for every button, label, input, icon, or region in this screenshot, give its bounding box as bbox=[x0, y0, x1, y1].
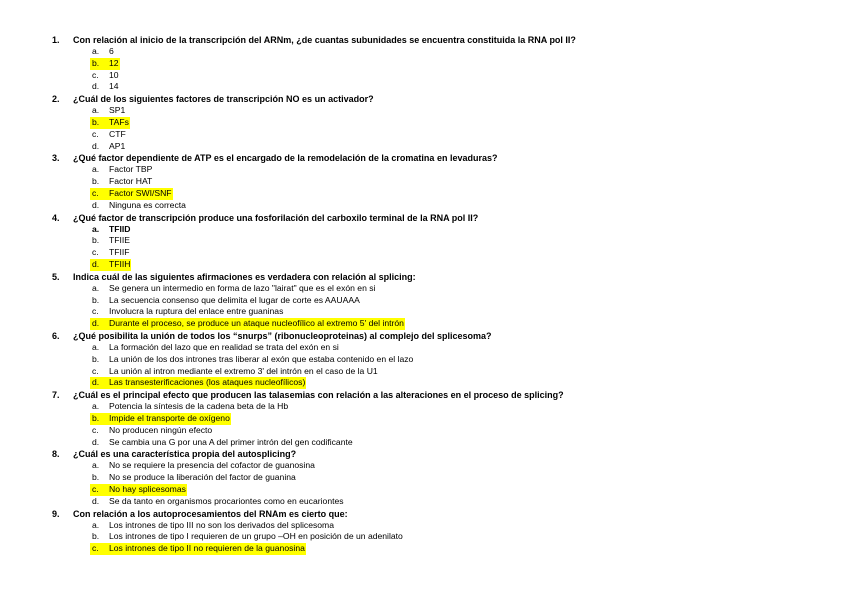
option-text: TAFs bbox=[109, 116, 129, 127]
option-text: Potencia la síntesis de la cadena beta de la Hb bbox=[109, 401, 289, 412]
question-text: Con relación a los autoprocesamientos del RNAm es cierto que: bbox=[73, 508, 348, 519]
option-row bbox=[0, 81, 848, 93]
question-line bbox=[0, 271, 848, 283]
question-9 bbox=[0, 508, 848, 555]
option-letter: c. bbox=[90, 543, 109, 555]
option-row bbox=[0, 224, 848, 236]
question-7 bbox=[0, 389, 848, 448]
question-number: 6. bbox=[52, 330, 60, 341]
question-text: ¿Qué posibilita la unión de todos los “snurps” (ribonucleoproteinas) al complejo del splicesoma? bbox=[73, 330, 492, 341]
option-letter: d. bbox=[92, 436, 100, 447]
option-text: No se requiere la presencia del cofactor de guanosina bbox=[109, 460, 315, 471]
question-number: 1. bbox=[52, 35, 60, 45]
option-row-highlighted bbox=[0, 318, 848, 330]
option-list bbox=[0, 164, 848, 211]
option-letter: b. bbox=[92, 176, 100, 187]
question-text: ¿Qué factor dependiente de ATP es el encargado de la remodelación de la cromatina en levaduras? bbox=[73, 153, 498, 164]
option-text: TFIIH bbox=[109, 258, 131, 269]
question-2 bbox=[0, 93, 848, 152]
option-text: Involucra la ruptura del enlace entre guaninas bbox=[109, 306, 284, 317]
question-line bbox=[0, 34, 848, 46]
option-text: Durante el proceso, se produce un ataque nucleofílico al extremo 5' del intrón bbox=[109, 318, 404, 329]
option-letter: a. bbox=[92, 401, 100, 412]
question-number: 7. bbox=[52, 390, 60, 401]
option-letter: c. bbox=[92, 69, 99, 80]
option-letter: c. bbox=[92, 247, 99, 258]
option-text: La unión de los dos intrones tras liberar al exón que estaba contenido en el lazo bbox=[109, 353, 414, 364]
option-row-highlighted bbox=[0, 188, 848, 200]
option-text: No hay splicesomas bbox=[109, 483, 186, 494]
option-text: Factor HAT bbox=[109, 176, 153, 187]
question-8 bbox=[0, 448, 848, 507]
option-list bbox=[0, 46, 848, 93]
option-letter: b. bbox=[90, 117, 109, 129]
option-letter: d. bbox=[92, 199, 100, 210]
option-letter: b. bbox=[92, 235, 100, 246]
option-row bbox=[0, 425, 848, 437]
question-line bbox=[0, 389, 848, 401]
option-text: 12 bbox=[109, 57, 119, 68]
questions-container bbox=[0, 34, 848, 555]
option-text: TFIIE bbox=[109, 235, 131, 246]
option-letter: d. bbox=[92, 140, 100, 151]
option-text: 10 bbox=[109, 69, 119, 80]
option-row bbox=[0, 531, 848, 543]
question-number: 8. bbox=[52, 449, 60, 460]
option-text: Los intrones de tipo II no requieren de la guanosina bbox=[109, 543, 305, 554]
option-row-highlighted bbox=[0, 413, 848, 425]
option-row bbox=[0, 295, 848, 307]
question-line bbox=[0, 508, 848, 520]
option-text: Los intrones de tipo I requieren de un grupo –OH en posición de un adenilato bbox=[109, 531, 403, 542]
option-row-highlighted bbox=[0, 543, 848, 555]
option-letter: b. bbox=[92, 472, 100, 483]
question-text: ¿Qué factor de transcripción produce una fosforilación del carboxilo terminal de la RNA pol II? bbox=[73, 212, 479, 223]
option-text: Las transesterificaciones (los ataques nucleofílicos) bbox=[109, 377, 306, 388]
option-list bbox=[0, 460, 848, 507]
question-4 bbox=[0, 212, 848, 271]
question-line bbox=[0, 448, 848, 460]
option-letter: c. bbox=[92, 424, 99, 435]
option-text: Se genera un intermedio en forma de lazo "lairat" que es el exón en si bbox=[109, 282, 376, 293]
option-letter: b. bbox=[90, 413, 109, 425]
option-text: SP1 bbox=[109, 105, 126, 116]
question-3 bbox=[0, 152, 848, 211]
option-row bbox=[0, 129, 848, 141]
option-letter: b. bbox=[92, 531, 100, 542]
question-line bbox=[0, 212, 848, 224]
option-text: La unión al intron mediante el extremo 3' del intrón en el caso de la U1 bbox=[109, 365, 378, 376]
question-line bbox=[0, 330, 848, 342]
option-row bbox=[0, 520, 848, 532]
question-number: 2. bbox=[52, 94, 60, 105]
option-letter: a. bbox=[92, 341, 100, 352]
option-text: TFIID bbox=[109, 223, 131, 234]
option-letter: d. bbox=[90, 377, 109, 389]
option-text: Impide el transporte de oxígeno bbox=[109, 412, 230, 423]
option-list bbox=[0, 105, 848, 152]
option-row bbox=[0, 354, 848, 366]
option-text: La formación del lazo que en realidad se trata del exón en si bbox=[109, 341, 339, 352]
question-list bbox=[0, 34, 848, 555]
option-row-highlighted bbox=[0, 377, 848, 389]
question-5 bbox=[0, 271, 848, 330]
question-text: ¿Cuál de los siguientes factores de transcripción NO es un activador? bbox=[73, 94, 374, 105]
option-row-highlighted bbox=[0, 484, 848, 496]
option-letter: c. bbox=[92, 128, 99, 139]
option-letter: a. bbox=[92, 460, 100, 471]
option-row-highlighted bbox=[0, 58, 848, 70]
option-letter: a. bbox=[92, 223, 100, 234]
option-letter: d. bbox=[92, 495, 100, 506]
option-row bbox=[0, 247, 848, 259]
option-letter: a. bbox=[92, 519, 100, 530]
option-row bbox=[0, 283, 848, 295]
option-letter: c. bbox=[90, 484, 109, 496]
option-text: CTF bbox=[109, 128, 126, 139]
option-row bbox=[0, 401, 848, 413]
question-number: 5. bbox=[52, 271, 60, 282]
option-list bbox=[0, 224, 848, 271]
option-row bbox=[0, 141, 848, 153]
option-row bbox=[0, 342, 848, 354]
option-text: No se produce la liberación del factor de guanina bbox=[109, 472, 296, 483]
option-row bbox=[0, 70, 848, 82]
option-letter: c. bbox=[90, 188, 109, 200]
option-text: No producen ningún efecto bbox=[109, 424, 213, 435]
option-row-highlighted bbox=[0, 259, 848, 271]
option-list bbox=[0, 401, 848, 448]
option-row bbox=[0, 366, 848, 378]
option-row bbox=[0, 472, 848, 484]
question-number: 4. bbox=[52, 212, 60, 223]
option-list bbox=[0, 342, 848, 389]
option-row bbox=[0, 176, 848, 188]
option-letter: d. bbox=[92, 81, 100, 92]
question-number: 3. bbox=[52, 153, 60, 164]
question-6 bbox=[0, 330, 848, 389]
option-row bbox=[0, 164, 848, 176]
option-letter: b. bbox=[92, 353, 100, 364]
option-row-highlighted bbox=[0, 117, 848, 129]
option-row bbox=[0, 200, 848, 212]
option-text: Factor SWI/SNF bbox=[109, 187, 172, 198]
option-row bbox=[0, 235, 848, 247]
option-row bbox=[0, 46, 848, 58]
option-row bbox=[0, 306, 848, 318]
option-text: Ninguna es correcta bbox=[109, 199, 186, 210]
option-letter: a. bbox=[92, 46, 100, 56]
option-row bbox=[0, 437, 848, 449]
question-text: ¿Cuál es una característica propia del autosplicing? bbox=[73, 449, 297, 460]
option-text: Los intrones de tipo III no son los derivados del splicesoma bbox=[109, 519, 334, 530]
option-letter: c. bbox=[92, 365, 99, 376]
question-text: ¿Cuál es el principal efecto que producen las talasemias con relación a las alteraciones en el proceso de splicing? bbox=[73, 390, 564, 401]
option-text: AP1 bbox=[109, 140, 126, 151]
option-text: Se da tanto en organismos procariontes como en eucariontes bbox=[109, 495, 344, 506]
option-text: 6 bbox=[109, 46, 114, 56]
option-letter: a. bbox=[92, 282, 100, 293]
option-letter: c. bbox=[92, 306, 99, 317]
option-text: TFIIF bbox=[109, 247, 130, 258]
option-text: La secuencia consenso que delimita el lugar de corte es AAUAAA bbox=[109, 294, 360, 305]
question-line bbox=[0, 152, 848, 164]
option-row bbox=[0, 460, 848, 472]
option-text: Factor TBP bbox=[109, 164, 153, 175]
option-letter: d. bbox=[90, 318, 109, 330]
question-1 bbox=[0, 34, 848, 93]
question-text: Indica cuál de las siguientes afirmaciones es verdadera con relación al splicing: bbox=[73, 271, 416, 282]
option-letter: a. bbox=[92, 164, 100, 175]
option-list bbox=[0, 520, 848, 555]
option-list bbox=[0, 283, 848, 330]
option-letter: b. bbox=[92, 294, 100, 305]
question-line bbox=[0, 93, 848, 105]
option-text: 14 bbox=[109, 81, 119, 92]
option-letter: a. bbox=[92, 105, 100, 116]
question-text: Con relación al inicio de la transcripción del ARNm, ¿de cuantas subunidades se encuentra constituida la RNA pol II? bbox=[73, 35, 576, 45]
option-row bbox=[0, 105, 848, 117]
option-text: Se cambia una G por una A del primer intrón del gen codificante bbox=[109, 436, 353, 447]
option-letter: b. bbox=[90, 58, 109, 70]
option-letter: d. bbox=[90, 259, 109, 271]
option-row bbox=[0, 496, 848, 508]
question-number: 9. bbox=[52, 508, 60, 519]
